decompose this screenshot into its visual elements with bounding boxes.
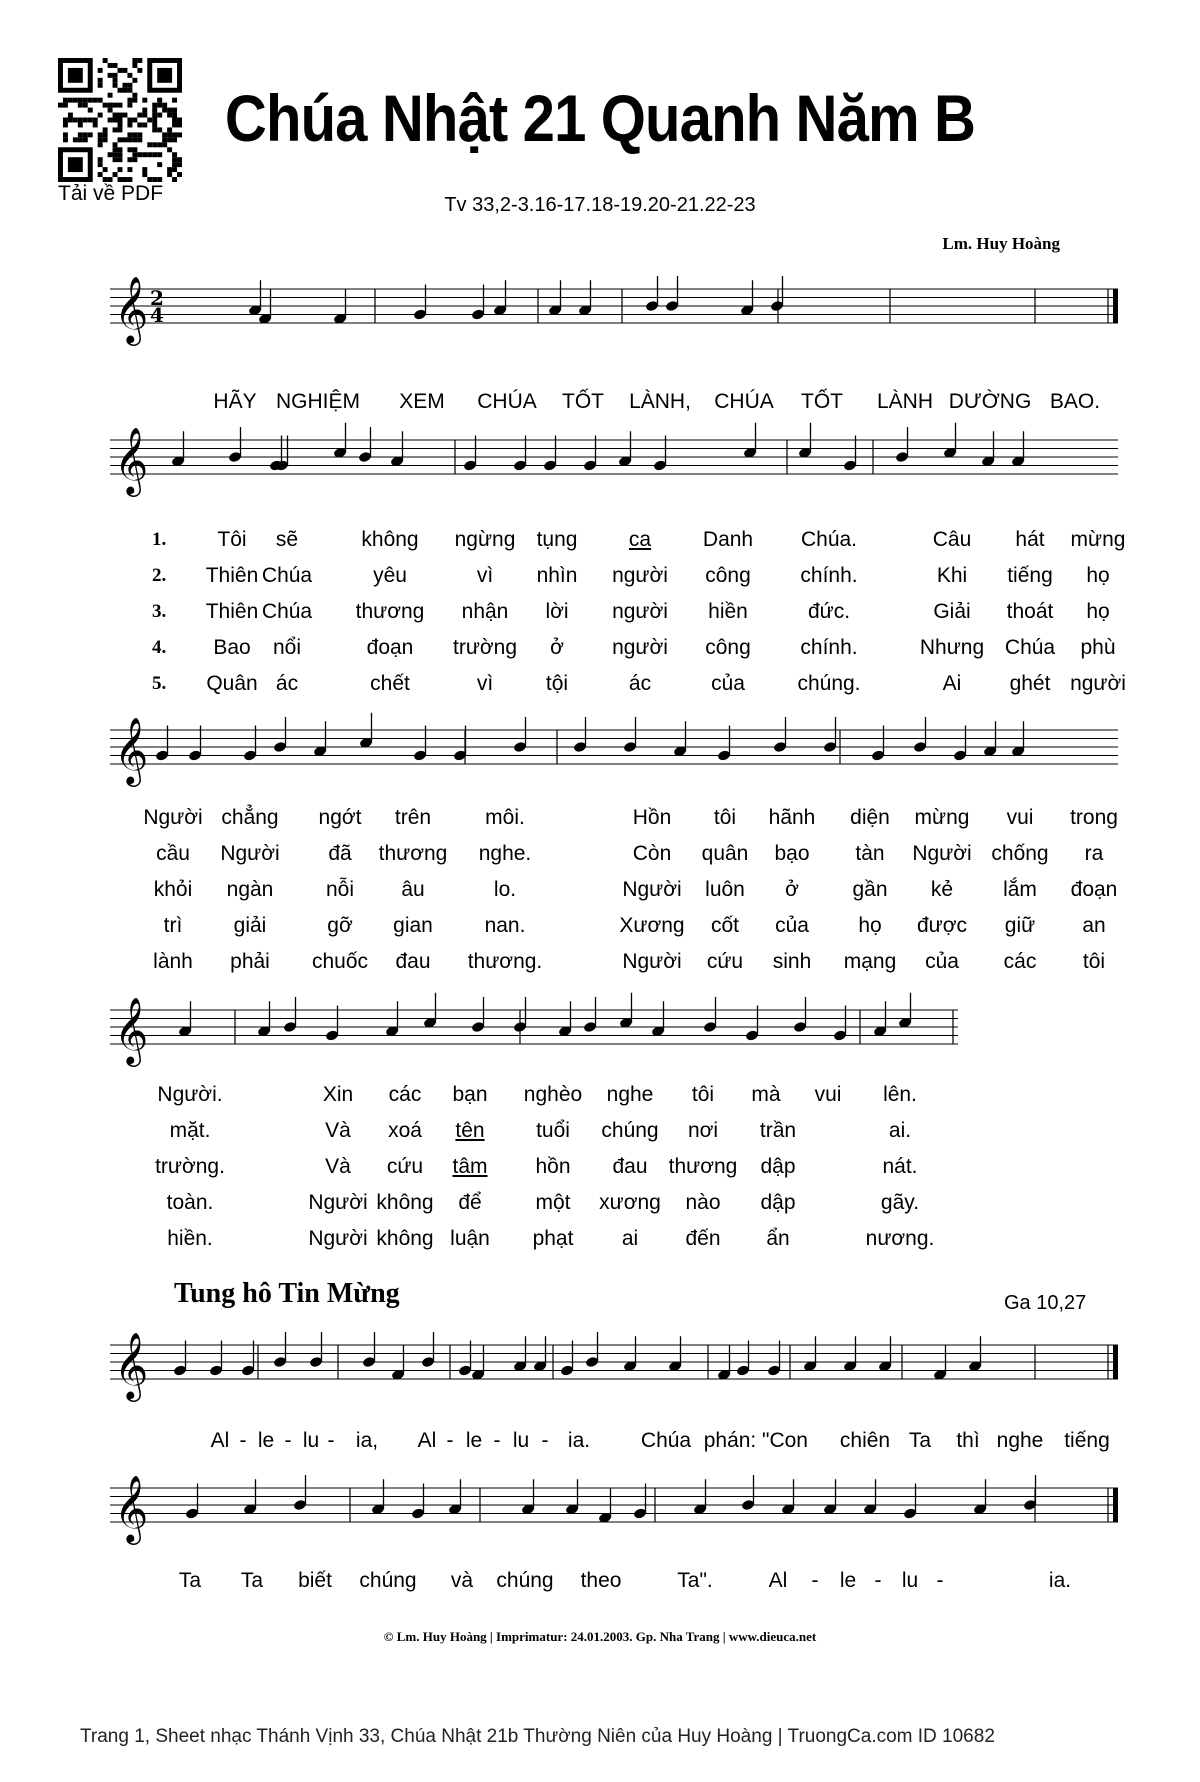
- verse-lyric: sinh: [772, 950, 812, 973]
- verse-lyric: Chúa.: [800, 528, 858, 551]
- verse-lyric: Còn: [632, 842, 672, 865]
- verse-lyric: xương: [599, 1191, 661, 1214]
- verse-lyric: thương.: [467, 950, 543, 973]
- verse-lyric: Xương: [619, 914, 685, 937]
- verse-lyric: gian: [393, 914, 433, 937]
- verse-lyric: để: [458, 1191, 482, 1214]
- gospel-lyric: Al: [768, 1569, 788, 1592]
- verse-lyric: chuốc: [311, 950, 369, 973]
- verse-lyric: công: [705, 564, 751, 587]
- gospel-lyric: Ta".: [677, 1569, 713, 1592]
- verse-lyric: chúng.: [797, 672, 861, 695]
- verse-lyric: giữ: [1004, 914, 1036, 937]
- refrain-lyric: HÃY: [213, 390, 257, 413]
- treble-clef-icon: 𝄞: [114, 1474, 149, 1542]
- verse-lyric: đoạn: [366, 636, 414, 659]
- gospel-lyric: thì: [956, 1429, 980, 1452]
- verse-lyric: người: [612, 564, 668, 587]
- treble-clef-icon: 𝄞: [114, 426, 149, 494]
- verse-lyric: mặt.: [169, 1119, 211, 1142]
- verse-lyric: họ: [1086, 600, 1110, 623]
- gospel-lyric: nghe: [996, 1429, 1044, 1452]
- verse-lyric: hãnh: [768, 806, 816, 829]
- verse-lyric: mạng: [843, 950, 897, 973]
- treble-clef-icon: 𝄞: [114, 275, 149, 343]
- verse-lyric: tuổi: [536, 1119, 570, 1142]
- verse-lyric: ngàn: [226, 878, 274, 901]
- gospel-lyric: chúng: [359, 1569, 417, 1592]
- refrain-lyric: XEM: [399, 390, 445, 413]
- verse-lyric: gỡ: [327, 914, 353, 937]
- verse-lyric: môi.: [485, 806, 525, 829]
- verse-lyric: ác: [275, 672, 299, 695]
- verse-lyric: nghe: [606, 1083, 654, 1106]
- verse-lyric: tôi: [1082, 950, 1106, 973]
- verse-lyric: hiền: [708, 600, 748, 623]
- verse-lyric: hát: [1015, 528, 1045, 551]
- copyright-line: © Lm. Huy Hoàng | Imprimatur: 24.01.2003. Gp. Nha Trang | www.dieuca.net: [383, 1629, 817, 1644]
- gospel-lyric: lu: [512, 1429, 530, 1452]
- verse-lyric: đau: [612, 1155, 648, 1178]
- gospel-lyric: "Con: [762, 1429, 808, 1452]
- verse-lyric: trường: [452, 636, 518, 659]
- verse-lyric: chống: [991, 842, 1049, 865]
- verse-lyric: toàn.: [166, 1191, 214, 1214]
- verse-lyric: ai: [621, 1227, 639, 1250]
- gospel-lyric: Chúa: [640, 1429, 692, 1452]
- verse-lyric: nỗi: [325, 878, 355, 901]
- gospel-lyric: -: [936, 1569, 944, 1592]
- final-bar-line: [1113, 1345, 1118, 1379]
- gospel-lyric: theo: [580, 1569, 622, 1592]
- verse-lyric: người: [1070, 672, 1126, 695]
- verse-lyric: chết: [370, 672, 410, 695]
- gospel-lyric: -: [327, 1429, 335, 1452]
- verse-lyric: cứu: [706, 950, 744, 973]
- verse-lyric: nan.: [484, 914, 526, 937]
- gospel-reference: Ga 10,27: [1004, 1292, 1087, 1314]
- verse-lyric: đến: [685, 1227, 721, 1250]
- gospel-lyric: biết: [298, 1569, 332, 1592]
- verse-lyric: nghèo: [523, 1083, 583, 1106]
- verse-lyric: Hồn: [632, 806, 672, 829]
- verse-lyric: tôi: [713, 806, 737, 829]
- gospel-lyric: le: [465, 1429, 483, 1452]
- verse-lyric: âu: [401, 878, 425, 901]
- verse-lyric: thương: [378, 842, 448, 865]
- verse-lyric: nhìn: [536, 564, 578, 587]
- verse-lyric: lên.: [883, 1083, 917, 1106]
- gospel-lyric: chúng: [496, 1569, 554, 1592]
- gospel-lyric: và: [450, 1569, 474, 1592]
- verse-lyric: trên: [394, 806, 432, 829]
- verse-lyric: giải: [233, 914, 267, 937]
- verse-lyric: Bao: [213, 636, 251, 659]
- verse-lyric: tụng: [536, 528, 578, 551]
- refrain-lyric: BAO.: [1049, 390, 1101, 413]
- verse-lyric: chính.: [800, 564, 858, 587]
- gospel-lyric: chiên: [839, 1429, 891, 1452]
- gospel-lyric: ia.: [567, 1429, 591, 1452]
- treble-clef-icon: 𝄞: [114, 716, 149, 784]
- refrain-lyric: TỐT: [562, 390, 604, 413]
- verse-lyric: nát.: [882, 1155, 918, 1178]
- verse-lyric: xoá: [388, 1119, 422, 1142]
- verse-lyric: Người: [220, 842, 280, 865]
- composer: Lm. Huy Hoàng: [942, 234, 1060, 253]
- verse-lyric: lành: [153, 950, 193, 973]
- verse-lyric: nghe.: [478, 842, 532, 865]
- verse-lyric: vui: [1006, 806, 1034, 829]
- verse-lyric: tàn: [855, 842, 885, 865]
- gospel-lyric: le: [257, 1429, 275, 1452]
- refrain-lyric: LÀNH,: [629, 390, 691, 413]
- verse-lyric: Tôi: [217, 528, 247, 551]
- verse-lyric: ngừng: [454, 528, 516, 551]
- verse-lyric: không: [376, 1227, 434, 1250]
- verse-lyric: sẽ: [275, 528, 299, 551]
- verse-lyric: họ: [858, 914, 882, 937]
- verse-lyric: luôn: [705, 878, 745, 901]
- verse-number: 3.: [152, 601, 167, 622]
- refrain-lyric: CHÚA: [714, 390, 774, 413]
- gospel-lyric: Ta: [908, 1429, 932, 1452]
- verse-lyric: họ: [1086, 564, 1110, 587]
- final-bar-line: [1113, 289, 1118, 323]
- verse-lyric: trong: [1070, 806, 1118, 829]
- verse-lyric: phạt: [532, 1227, 574, 1250]
- verse-lyric: Chúa: [261, 564, 313, 587]
- verse-lyric: bạo: [774, 842, 810, 865]
- verse-lyric: nương.: [865, 1227, 935, 1250]
- verse-lyric: an: [1082, 914, 1106, 937]
- verse-lyric: Người: [622, 878, 682, 901]
- refrain-lyric: TỐT: [801, 390, 843, 413]
- time-signature-bottom: 4: [150, 303, 164, 327]
- verse-lyric: được: [916, 914, 968, 937]
- verse-number: 2.: [152, 565, 167, 586]
- verse-lyric: Xin: [322, 1083, 354, 1106]
- verse-lyric: ác: [628, 672, 652, 695]
- verse-lyric: đã: [328, 842, 352, 865]
- psalm-reference: Tv 33,2-3.16-17.18-19.20-21.22-23: [444, 194, 756, 216]
- verse-lyric: diện: [850, 806, 890, 829]
- verse-lyric: nhận: [461, 600, 509, 623]
- gospel-lyric: -: [874, 1569, 882, 1592]
- gospel-lyric: le: [839, 1569, 857, 1592]
- gospel-lyric: -: [493, 1429, 501, 1452]
- verse-lyric: Danh: [702, 528, 754, 551]
- verse-lyric: lắm: [1003, 878, 1037, 901]
- verse-lyric: Người: [622, 950, 682, 973]
- verse-lyric: một: [535, 1191, 571, 1214]
- verse-lyric: khỏi: [153, 878, 193, 901]
- verse-lyric: Người: [308, 1227, 368, 1250]
- verse-lyric: tâm: [452, 1155, 488, 1178]
- verse-lyric: nổi: [272, 636, 302, 659]
- verse-lyric: cầu: [156, 842, 190, 865]
- gospel-lyric: Ta: [178, 1569, 202, 1592]
- verse-lyric: cốt: [710, 914, 740, 937]
- verse-lyric: ở: [550, 636, 564, 659]
- verse-lyric: người: [612, 600, 668, 623]
- verse-lyric: đoạn: [1070, 878, 1118, 901]
- verse-lyric: vui: [814, 1083, 842, 1106]
- verse-lyric: ai.: [888, 1119, 912, 1142]
- treble-clef-icon: 𝄞: [114, 1331, 149, 1399]
- verse-lyric: luận: [450, 1227, 490, 1250]
- verse-lyric: dập: [760, 1191, 796, 1214]
- verse-lyric: vì: [476, 672, 494, 695]
- verse-lyric: Người: [143, 806, 203, 829]
- gospel-lyric: tiếng: [1064, 1429, 1110, 1452]
- verse-lyric: Chúa: [261, 600, 313, 623]
- gospel-lyric: ia,: [355, 1429, 379, 1452]
- verse-lyric: công: [705, 636, 751, 659]
- download-pdf-label[interactable]: Tải về PDF: [58, 182, 164, 205]
- verse-lyric: lo.: [493, 878, 517, 901]
- verse-lyric: Người: [912, 842, 972, 865]
- refrain-lyric: CHÚA: [477, 390, 537, 413]
- verse-lyric: Và: [325, 1155, 351, 1178]
- verse-lyric: hồn: [535, 1155, 571, 1178]
- verse-lyric: gãy.: [880, 1191, 920, 1214]
- verse-lyric: không: [376, 1191, 434, 1214]
- verse-lyric: nào: [685, 1191, 721, 1214]
- verse-lyric: ở: [785, 878, 799, 901]
- verse-lyric: Người: [308, 1191, 368, 1214]
- page-footer: Trang 1, Sheet nhạc Thánh Vịnh 33, Chúa Nhật 21b Thường Niên của Huy Hoàng | TruongCa.com ID 10682: [80, 1726, 995, 1747]
- verse-lyric: chúng: [601, 1119, 659, 1142]
- verse-lyric: các: [1003, 950, 1037, 973]
- verse-lyric: hiền.: [167, 1227, 213, 1250]
- verse-number: 1.: [152, 529, 167, 550]
- verse-lyric: dập: [760, 1155, 796, 1178]
- verse-lyric: tội: [545, 672, 569, 695]
- verse-lyric: phù: [1080, 636, 1116, 659]
- gospel-lyric: phán:: [703, 1429, 757, 1452]
- verse-lyric: chẳng: [221, 806, 279, 829]
- verse-lyric: Chúa: [1004, 636, 1056, 659]
- verse-lyric: tôi: [691, 1083, 715, 1106]
- verse-lyric: trần: [759, 1119, 797, 1142]
- verse-lyric: trường.: [155, 1155, 225, 1178]
- verse-lyric: của: [925, 950, 959, 973]
- verse-lyric: các: [388, 1083, 422, 1106]
- verse-lyric: Thiên: [205, 600, 259, 623]
- time-signature-top: 2: [150, 286, 164, 310]
- verse-lyric: lời: [545, 600, 569, 623]
- verse-lyric: vì: [476, 564, 494, 587]
- verse-lyric: Người.: [157, 1083, 223, 1106]
- verse-lyric: tên: [455, 1119, 485, 1142]
- gospel-lyric: lu: [901, 1569, 919, 1592]
- gospel-lyric: lu: [302, 1429, 320, 1452]
- verse-number: 4.: [152, 637, 167, 658]
- verse-lyric: ghét: [1009, 672, 1051, 695]
- verse-lyric: yêu: [373, 564, 407, 587]
- verse-lyric: cứu: [386, 1155, 424, 1178]
- gospel-lyric: -: [811, 1569, 819, 1592]
- verse-lyric: chính.: [800, 636, 858, 659]
- final-bar-line: [1113, 1488, 1118, 1522]
- verse-lyric: Quân: [206, 672, 258, 695]
- verse-lyric: nơi: [687, 1119, 719, 1142]
- verse-lyric: kẻ: [930, 878, 954, 901]
- gospel-lyric: -: [284, 1429, 292, 1452]
- verse-lyric: người: [612, 636, 668, 659]
- treble-clef-icon: 𝄞: [114, 996, 149, 1064]
- verse-lyric: tiếng: [1007, 564, 1053, 587]
- verse-lyric: quân: [701, 842, 749, 865]
- gospel-acclamation-heading: Tung hô Tin Mừng: [174, 1278, 400, 1309]
- gospel-lyric: Al: [417, 1429, 437, 1452]
- verse-lyric: Nhưng: [919, 636, 985, 659]
- verse-lyric: mà: [751, 1083, 781, 1106]
- gospel-lyric: Ta: [240, 1569, 264, 1592]
- verse-lyric: không: [361, 528, 419, 551]
- gospel-lyric: Al: [210, 1429, 230, 1452]
- verse-lyric: phải: [230, 950, 270, 973]
- refrain-lyric: DƯỜNG: [948, 390, 1032, 413]
- verse-lyric: thương: [668, 1155, 738, 1178]
- gospel-lyric: -: [239, 1429, 247, 1452]
- refrain-lyric: LÀNH: [876, 390, 934, 413]
- verse-lyric: đau: [395, 950, 431, 973]
- verse-lyric: mừng: [914, 806, 970, 829]
- verse-lyric: ra: [1084, 842, 1104, 865]
- verse-lyric: Và: [325, 1119, 351, 1142]
- gospel-lyric: -: [541, 1429, 549, 1452]
- gospel-lyric: ia.: [1048, 1569, 1072, 1592]
- verse-lyric: mừng: [1070, 528, 1126, 551]
- verse-lyric: thương: [355, 600, 425, 623]
- verse-lyric: ngớt: [318, 806, 362, 829]
- verse-lyric: bạn: [452, 1083, 488, 1106]
- gospel-lyric: -: [446, 1429, 454, 1452]
- refrain-lyric: NGHIỆM: [276, 390, 360, 413]
- verse-lyric: Câu: [932, 528, 972, 551]
- verse-lyric: đức.: [807, 600, 851, 623]
- verse-lyric: gần: [852, 878, 888, 901]
- verse-lyric: Ai: [942, 672, 962, 695]
- verse-lyric: Thiên: [205, 564, 259, 587]
- verse-lyric: Khi: [936, 564, 968, 587]
- verse-lyric: thoát: [1006, 600, 1054, 623]
- verse-lyric: trì: [163, 914, 183, 937]
- song-title: Chúa Nhật 21 Quanh Năm B: [224, 81, 976, 155]
- verse-lyric: Giải: [933, 600, 971, 623]
- verse-lyric: của: [775, 914, 809, 937]
- verse-number: 5.: [152, 673, 167, 694]
- verse-lyric: của: [711, 672, 745, 695]
- verse-lyric: ẩn: [766, 1227, 790, 1250]
- verse-lyric: ca: [628, 528, 652, 551]
